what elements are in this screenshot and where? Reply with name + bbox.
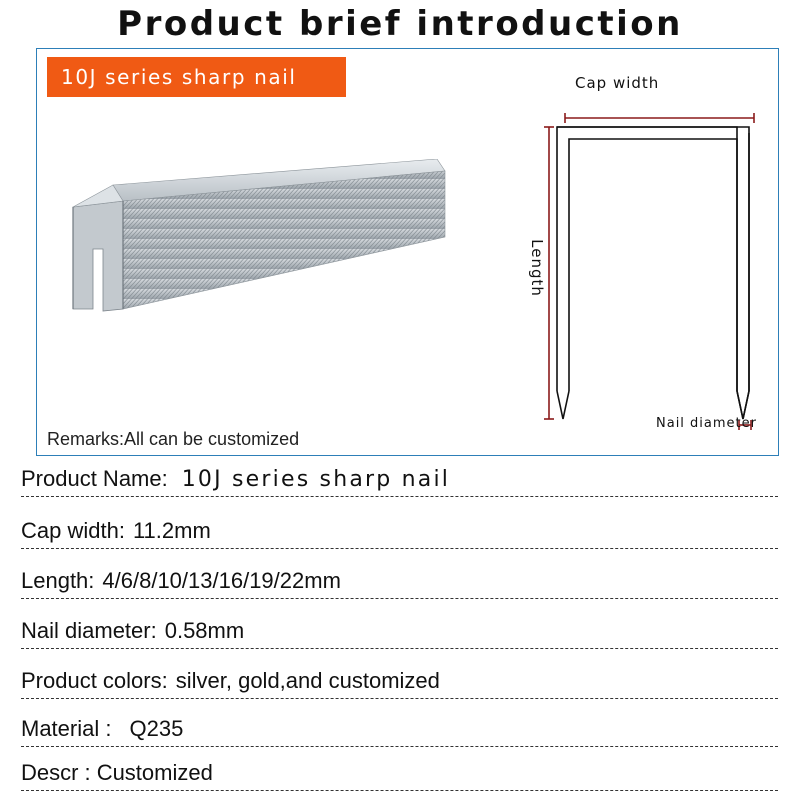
spec-row-cap-width xyxy=(21,518,778,549)
spec-label: Material : xyxy=(21,716,112,741)
spec-label: Cap width: xyxy=(21,518,125,543)
spec-label: Length: xyxy=(21,568,95,593)
spec-label: Product colors: xyxy=(21,668,168,693)
spec-row-nail-diameter xyxy=(21,618,778,649)
spec-row-product-name xyxy=(21,466,778,497)
series-banner: 10J series sharp nail xyxy=(47,57,346,97)
spec-value: Customized xyxy=(96,760,213,785)
remarks-text: Remarks:All can be customized xyxy=(47,429,300,449)
spec-row-length xyxy=(21,568,778,599)
spec-value: 4/6/8/10/13/16/19/22mm xyxy=(102,568,341,593)
page-title: Product brief introduction xyxy=(117,4,683,44)
spec-row-descr xyxy=(21,760,778,791)
nail-diameter-label: Nail diameter xyxy=(656,416,757,431)
nail-strip-image xyxy=(65,159,485,389)
spec-label: Nail diameter: xyxy=(21,618,157,643)
spec-label: Descr : xyxy=(21,760,91,785)
spec-value: 11.2mm xyxy=(132,518,211,543)
spec-value: 0.58mm xyxy=(164,618,245,643)
spec-row-material xyxy=(21,716,778,747)
spec-value: 10J series sharp nail xyxy=(181,467,451,492)
product-panel xyxy=(36,48,779,456)
spec-row-product-colors xyxy=(21,668,778,699)
spec-value: Q235 xyxy=(129,716,184,741)
length-label: Length xyxy=(528,239,546,297)
spec-label: Product Name: xyxy=(21,466,168,491)
cap-width-label: Cap width xyxy=(575,74,660,92)
spec-value: silver, gold,and customized xyxy=(175,668,440,693)
